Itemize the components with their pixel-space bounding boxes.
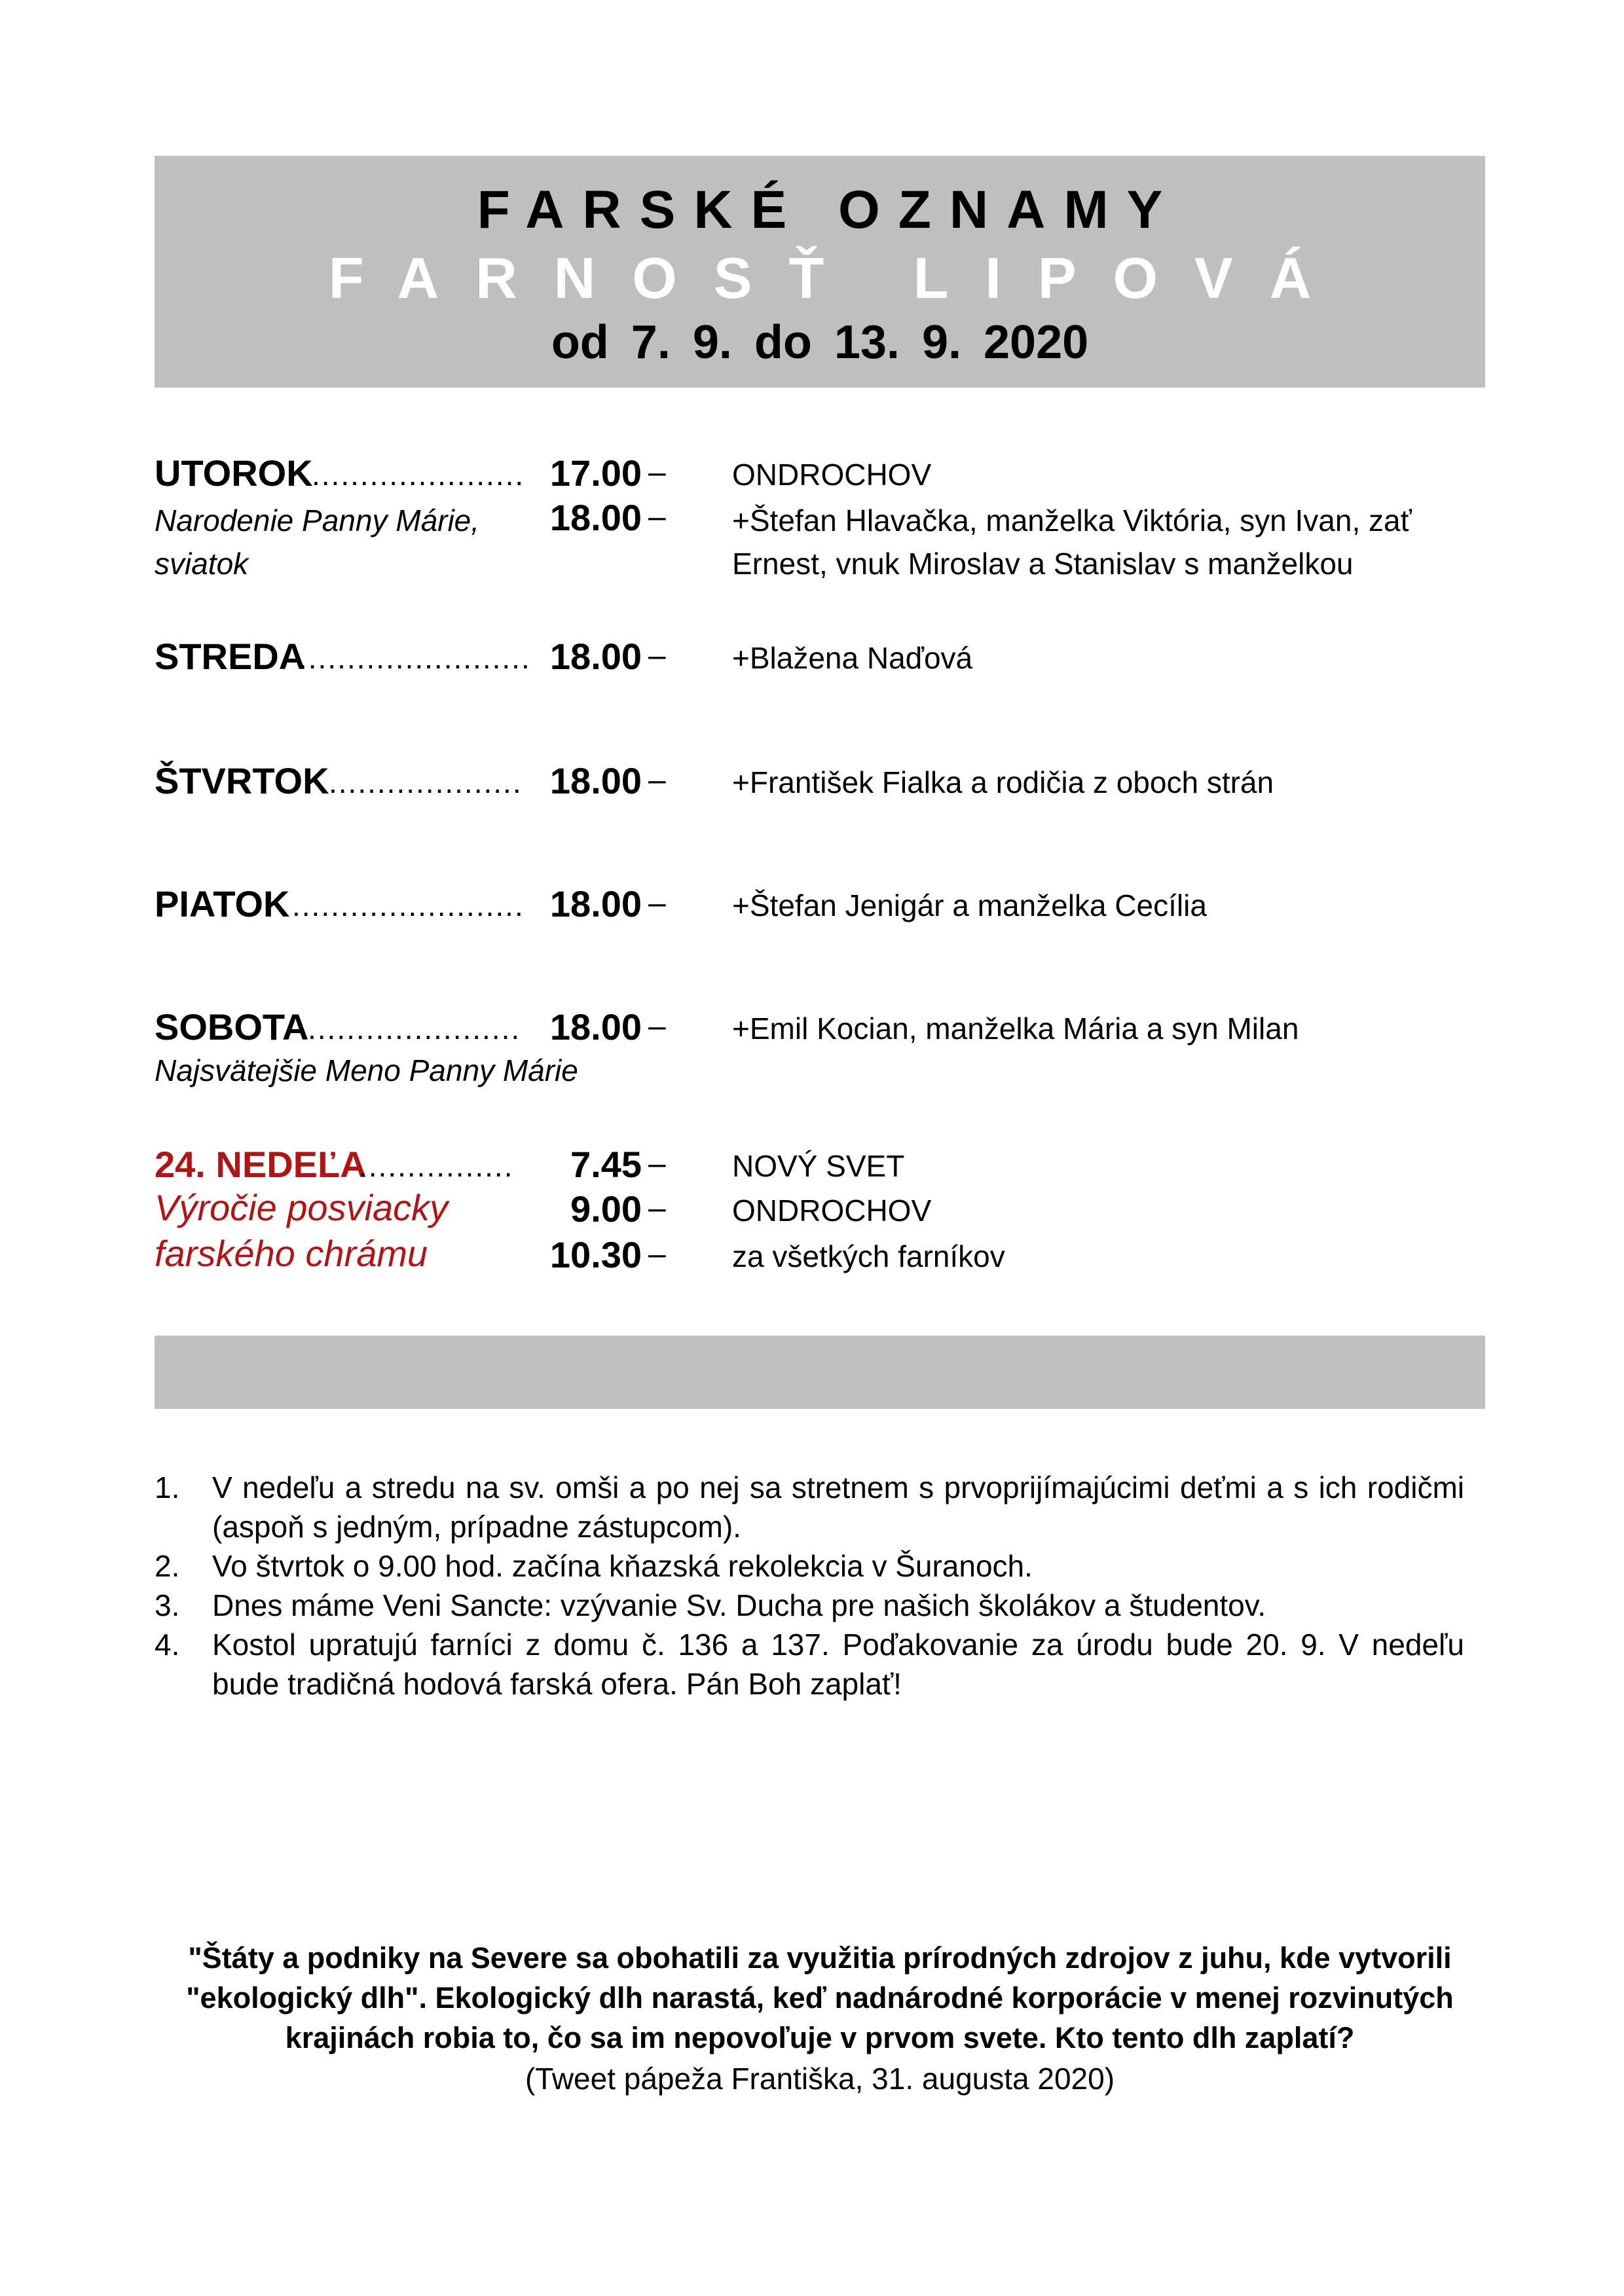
item-text: Kostol upratujú farníci z domu č. 136 a 137. Poďakovanie za úrodu bude 20. 9. V nedeľu bude tradičná hodová farská ofera. Pán Boh zaplať! — [212, 1628, 1464, 1701]
document-title: FARSKÉ OZNAMY — [477, 180, 1181, 240]
separator-dash: – — [648, 1146, 666, 1181]
mass-intention: +František Fialka a rodičia z oboch strán — [732, 765, 1274, 799]
mass-intention: +Emil Kocian, manželka Mária a syn Milan — [732, 1011, 1299, 1046]
mass-time: 17.00 — [549, 452, 642, 494]
leader-dots: ........................ — [299, 641, 531, 675]
mass-intention: +Štefan Hlavačka, manželka Viktória, syn Ivan, zať — [732, 503, 1412, 538]
mass-time: 18.00 — [549, 883, 642, 924]
item-number: 1. — [155, 1470, 180, 1504]
feast-name: Výročie posviacky — [155, 1187, 449, 1228]
separator-dash: – — [648, 1191, 666, 1226]
separator-dash: – — [648, 455, 666, 490]
mass-intention: NOVÝ SVET — [732, 1149, 905, 1183]
day-label: SOBOTA — [155, 1006, 309, 1048]
parish-name: FARNOSŤ LIPOVÁ — [328, 246, 1348, 310]
feast-name: Narodenie Panny Márie, — [155, 503, 480, 538]
leader-dots: ........................ — [292, 888, 525, 922]
mass-intention: Ernest, vnuk Miroslav a Stanislav s manželkou — [732, 547, 1354, 581]
feast-name: Najsvätejšie Meno Panny Márie — [155, 1053, 578, 1087]
day-label: UTOROK — [155, 452, 313, 494]
leader-dots: ...................... — [308, 1011, 521, 1046]
date-range: od 7. 9. do 13. 9. 2020 — [551, 316, 1089, 369]
announcements-list — [155, 1468, 1464, 1704]
mass-time: 18.00 — [549, 636, 642, 677]
leader-dots: .................... — [329, 765, 523, 799]
separator-dash: – — [648, 886, 666, 920]
item-text: Vo štvrtok o 9.00 hod. začína kňazská rekolekcia v Šuranoch. — [212, 1549, 1033, 1583]
mass-intention: ONDROCHOV — [732, 1194, 932, 1228]
mass-intention: +Štefan Jenigár a manželka Cecília — [732, 888, 1207, 922]
separator-dash: – — [648, 1009, 666, 1044]
quote-source: (Tweet pápeža Františka, 31. augusta 2020) — [525, 2062, 1115, 2096]
mass-intention: +Blažena Naďová — [732, 641, 973, 675]
item-text: V nedeľu a stredu na sv. omši a po nej sa stretnem s prvoprijímajúcimi deťmi a s ich rodičmi (aspoň s jedným, prípadne zástupcom). — [212, 1470, 1464, 1544]
list-item — [155, 1468, 1464, 1546]
day-label: 24. NEDEĽA — [155, 1144, 367, 1185]
day-label: PIATOK — [155, 883, 290, 924]
mass-time: 10.30 — [549, 1234, 642, 1275]
list-item — [155, 1625, 1464, 1704]
mass-intention: ONDROCHOV — [732, 458, 932, 492]
pope-quote: "Štáty a podniky na Severe sa obohatili za využitia prírodných zdrojov z juhu, kde vytvorili "ekologický dlh". Ekologický dlh narastá, keď nadnárodné korporácie v menej rozvinutých krajinách robia to, čo sa im nepovoľuje v prvom svete. Kto tento dlh zaplatí? — [186, 1941, 1454, 2054]
separator-dash: – — [648, 638, 666, 673]
separator-dash: – — [648, 1237, 666, 1271]
mass-time: 18.00 — [549, 1006, 642, 1048]
header-banner — [155, 156, 1485, 388]
feast-name: farského chrámu — [155, 1233, 428, 1274]
item-number: 3. — [155, 1588, 180, 1622]
mass-time: 9.00 — [570, 1188, 642, 1230]
leader-dots: ................ — [359, 1149, 514, 1183]
separator-dash: – — [648, 763, 666, 797]
mass-intention: za všetkých farníkov — [732, 1239, 1005, 1273]
mass-time: 18.00 — [549, 760, 642, 801]
list-item — [155, 1586, 1464, 1625]
item-text: Dnes máme Veni Sancte: vzývanie Sv. Ducha pre našich školákov a študentov. — [212, 1588, 1266, 1622]
item-number: 4. — [155, 1628, 180, 1662]
item-number: 2. — [155, 1549, 180, 1583]
day-label: ŠTVRTOK — [155, 760, 329, 801]
separator-dash: – — [648, 500, 666, 534]
mass-time: 7.45 — [570, 1144, 642, 1185]
mass-time: 18.00 — [549, 497, 642, 538]
section-divider-bar — [155, 1336, 1485, 1409]
feast-name: sviatok — [155, 547, 249, 581]
list-item — [155, 1546, 1464, 1586]
leader-dots: ...................... — [312, 458, 525, 492]
day-label: STREDA — [155, 636, 306, 677]
